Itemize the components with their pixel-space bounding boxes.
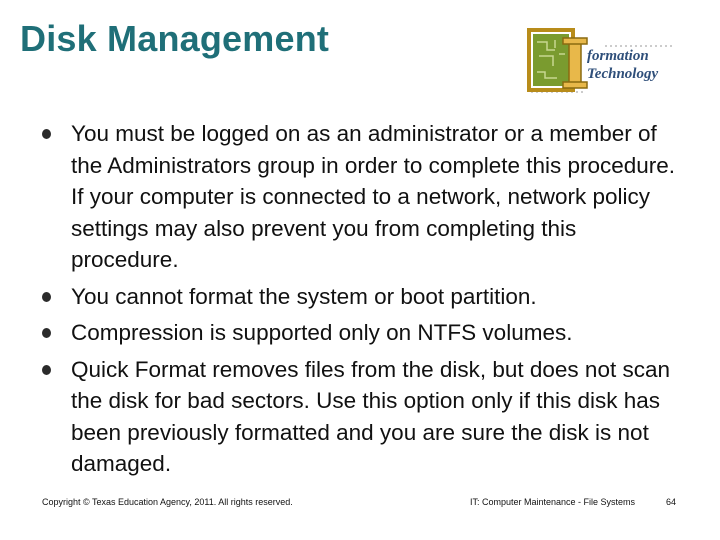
bullet-list: [42, 118, 682, 485]
bullet-item: [42, 317, 682, 349]
bullet-dot-icon: [42, 328, 51, 338]
bullet-dot-icon: [42, 129, 51, 139]
bullet-item: [42, 118, 682, 276]
logo-line1: formation: [587, 48, 649, 64]
bullet-text: You cannot format the system or boot partition.: [71, 283, 537, 309]
footer-page-number: 64: [666, 497, 677, 507]
bullet-dot-icon: [42, 365, 51, 375]
bullet-text: Quick Format removes files from the disk, but does not scan the disk for bad sectors. Use this option only if this disk has been previously formatted and you are sure the disk is not damaged.: [71, 356, 670, 476]
bullet-dot-icon: [42, 292, 51, 302]
footer-course-title: IT: Computer Maintenance - File Systems: [470, 497, 636, 507]
bullet-text: You must be logged on as an administrator or a member of the Administrators group in order to complete this procedure. If your computer is connected to a network, network policy settings may also prevent you from completing this procedure.: [71, 121, 676, 272]
bullet-item: [42, 281, 682, 313]
logo-line2: Technology: [587, 66, 659, 82]
footer-copyright: Copyright © Texas Education Agency, 2011. All rights reserved.: [42, 497, 293, 507]
information-technology-logo: [525, 26, 685, 98]
slide-title: Disk Management: [20, 18, 330, 59]
bullet-text: Compression is supported only on NTFS volumes.: [71, 320, 573, 345]
bullet-item: [42, 354, 682, 480]
